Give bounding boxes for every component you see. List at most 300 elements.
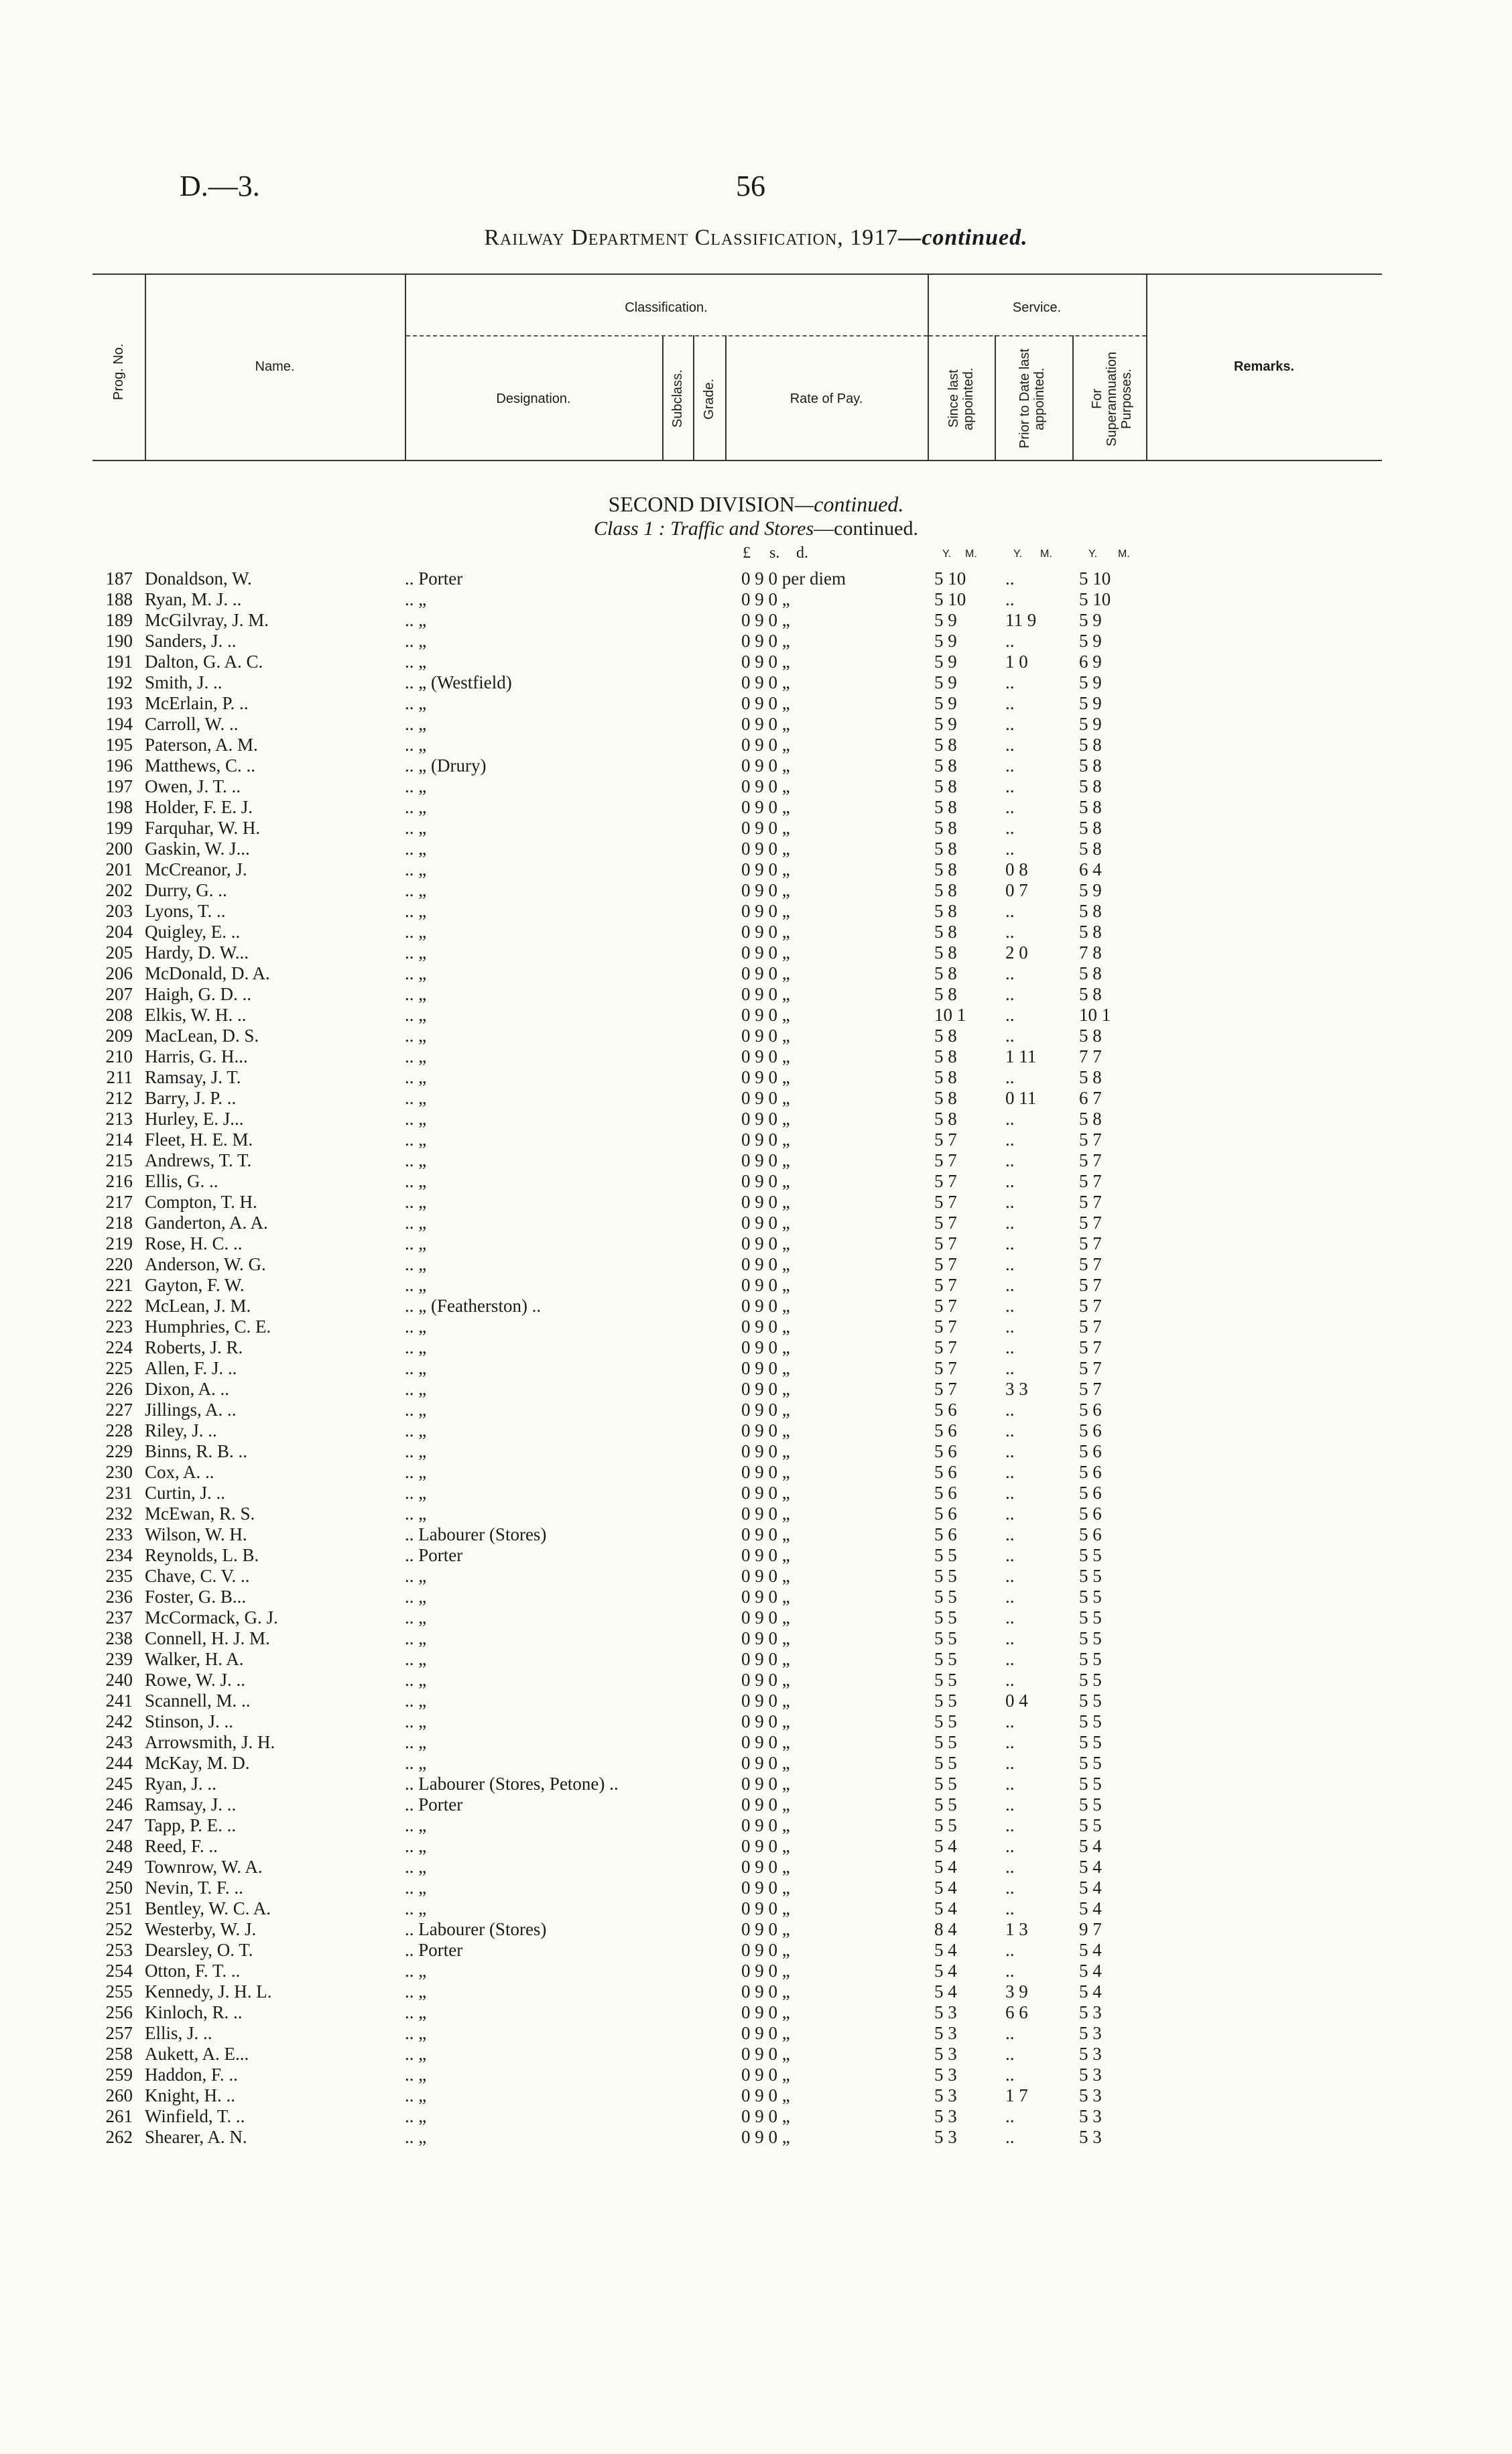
prog-no-cell: 204 (105, 922, 133, 942)
since-last-cell: 5 4 (934, 1961, 957, 1981)
designation-cell: .. Porter (405, 568, 463, 589)
rate-of-pay-cell: 0 9 0 „ (741, 1233, 790, 1253)
superannuation-cell: 5 5 (1079, 1732, 1102, 1752)
since-last-cell: 5 8 (934, 735, 957, 755)
prog-no-cell: 188 (105, 589, 133, 609)
since-last-cell: 5 7 (934, 1275, 957, 1295)
since-last-cell: 5 8 (934, 922, 957, 942)
designation-cell: .. „ (405, 1441, 427, 1461)
name-cell: Cox, A. .. (145, 1462, 214, 1482)
prog-no-cell: 236 (105, 1587, 133, 1607)
superannuation-cell: 6 7 (1079, 1088, 1102, 1108)
unit-pence: d. (796, 544, 808, 562)
prog-no-cell: 193 (105, 693, 133, 713)
since-last-cell: 5 9 (934, 610, 957, 630)
rate-of-pay-cell: 0 9 0 „ (741, 1005, 790, 1025)
since-last-cell: 5 4 (934, 1940, 957, 1960)
prog-no-cell: 222 (105, 1296, 133, 1316)
prior-to-date-cell: 1 7 (1005, 2085, 1028, 2105)
superannuation-cell: 5 6 (1079, 1420, 1102, 1440)
prior-to-date-cell: 1 0 (1005, 652, 1028, 672)
prior-to-date-cell: .. (1005, 839, 1015, 859)
since-last-cell: 5 7 (934, 1379, 957, 1399)
designation-cell: .. „ (405, 1649, 427, 1669)
rate-of-pay-cell: 0 9 0 „ (741, 1192, 790, 1212)
prior-to-date-cell: .. (1005, 1254, 1015, 1274)
name-cell: Curtin, J. .. (145, 1483, 226, 1503)
prog-no-cell: 210 (105, 1046, 133, 1066)
rate-of-pay-cell: 0 9 0 „ (741, 1109, 790, 1129)
prog-no-cell: 251 (105, 1898, 133, 1918)
superannuation-cell: 5 6 (1079, 1400, 1102, 1420)
since-last-cell: 5 4 (934, 1898, 957, 1918)
since-last-cell: 5 8 (934, 963, 957, 983)
designation-cell: .. „ (405, 610, 427, 630)
superannuation-cell: 5 8 (1079, 776, 1102, 796)
since-last-cell: 5 7 (934, 1233, 957, 1253)
superannuation-cell: 5 7 (1079, 1254, 1102, 1274)
superannuation-cell: 5 7 (1079, 1150, 1102, 1170)
name-cell: Farquhar, W. H. (145, 818, 261, 838)
table-row (0, 1691, 1512, 1711)
prior-to-date-cell: .. (1005, 1213, 1015, 1233)
name-cell: Gayton, F. W. (145, 1275, 245, 1295)
unit-years: Y. (1088, 548, 1098, 560)
prog-no-cell: 200 (105, 839, 133, 859)
designation-header: Designation. (496, 391, 571, 406)
designation-cell: .. „ (405, 1670, 427, 1690)
prior-to-date-cell: .. (1005, 2106, 1015, 2126)
class-prefix: Class 1 : (594, 517, 666, 540)
superannuation-cell: 5 10 (1079, 568, 1111, 589)
table-row (0, 984, 1512, 1005)
superannuation-cell: 5 9 (1079, 672, 1102, 692)
table-row (0, 1940, 1512, 1961)
name-cell: Harris, G. H... (145, 1046, 248, 1066)
name-cell: Quigley, E. .. (145, 922, 241, 942)
col-divider (693, 335, 694, 461)
rate-of-pay-cell: 0 9 0 „ (741, 1836, 790, 1856)
since-last-cell: 5 6 (934, 1441, 957, 1461)
prog-no-cell: 243 (105, 1732, 133, 1752)
prior-to-date-cell: 6 6 (1005, 2002, 1028, 2022)
prior-to-date-cell: .. (1005, 1711, 1015, 1731)
designation-cell: .. „ (405, 1691, 427, 1711)
superannuation-cell: 5 5 (1079, 1753, 1102, 1773)
superannuation-cell: 7 8 (1079, 942, 1102, 963)
designation-cell: .. „ (405, 1857, 427, 1877)
col-divider (662, 335, 664, 461)
prog-no-cell: 262 (105, 2127, 133, 2147)
prog-no-cell: 255 (105, 1981, 133, 2002)
name-cell: Fleet, H. E. M. (145, 1129, 253, 1150)
table-row (0, 2065, 1512, 2085)
prior-to-date-cell: .. (1005, 922, 1015, 942)
table-row (0, 2106, 1512, 2127)
superannuation-cell: 5 8 (1079, 818, 1102, 838)
name-cell: Ramsay, J. T. (145, 1067, 241, 1087)
superannuation-cell: 5 8 (1079, 984, 1102, 1004)
table-row (0, 1732, 1512, 1753)
prog-no-cell: 231 (105, 1483, 133, 1503)
prior-to-date-cell: .. (1005, 2065, 1015, 2085)
superannuation-cell: 5 8 (1079, 922, 1102, 942)
name-cell: MacLean, D. S. (145, 1026, 259, 1046)
rate-of-pay-cell: 0 9 0 „ (741, 1961, 790, 1981)
prog-no-cell: 219 (105, 1233, 133, 1253)
since-last-cell: 5 9 (934, 693, 957, 713)
name-cell: Nevin, T. F. .. (145, 1878, 243, 1898)
superannuation-cell: 6 9 (1079, 652, 1102, 672)
table-row (0, 2002, 1512, 2023)
since-last-cell: 5 8 (934, 1046, 957, 1066)
rate-of-pay-header: Rate of Pay. (790, 391, 863, 406)
superannuation-cell: 5 7 (1079, 1233, 1102, 1253)
prog-no-cell: 218 (105, 1213, 133, 1233)
superannuation-cell: 10 1 (1079, 1005, 1111, 1025)
table-row (0, 1109, 1512, 1129)
prog-no-cell: 190 (105, 631, 133, 651)
rate-of-pay-cell: 0 9 0 „ (741, 1379, 790, 1399)
rate-of-pay-cell: 0 9 0 „ (741, 776, 790, 796)
prior-to-date-cell: .. (1005, 1026, 1015, 1046)
table-row (0, 1711, 1512, 1732)
name-cell: Connell, H. J. M. (145, 1628, 270, 1648)
prior-to-date-cell: .. (1005, 1940, 1015, 1960)
prog-no-cell: 209 (105, 1026, 133, 1046)
superannuation-cell: 5 3 (1079, 2106, 1102, 2126)
prog-no-cell: 191 (105, 652, 133, 672)
prior-to-date-cell: .. (1005, 2023, 1015, 2043)
since-last-cell: 5 7 (934, 1296, 957, 1316)
designation-cell: .. „ (405, 818, 427, 838)
designation-cell: .. Labourer (Stores) (405, 1524, 547, 1544)
table-row (0, 1254, 1512, 1275)
designation-cell: .. „ (405, 1275, 427, 1295)
prog-no-cell: 257 (105, 2023, 133, 2043)
superannuation-cell: 5 4 (1079, 1878, 1102, 1898)
remarks-header: Remarks. (1233, 359, 1295, 374)
rate-of-pay-cell: 0 9 0 „ (741, 1171, 790, 1191)
prior-to-date-cell: 3 3 (1005, 1379, 1028, 1399)
superannuation-cell: 5 4 (1079, 1981, 1102, 2002)
since-last-cell: 5 5 (934, 1815, 957, 1835)
name-cell: Elkis, W. H. .. (145, 1005, 247, 1025)
prog-no-cell: 227 (105, 1400, 133, 1420)
since-last-cell: 5 3 (934, 2106, 957, 2126)
since-last-cell: 5 8 (934, 1109, 957, 1129)
since-last-cell: 5 8 (934, 839, 957, 859)
prior-to-date-cell: .. (1005, 672, 1015, 692)
unit-years: Y. (1013, 548, 1023, 560)
table-row (0, 1420, 1512, 1441)
name-cell: Shearer, A. N. (145, 2127, 247, 2147)
prog-no-cell: 259 (105, 2065, 133, 2085)
superannuation-cell: 5 7 (1079, 1192, 1102, 1212)
table-row (0, 1981, 1512, 2002)
since-last-cell: 5 5 (934, 1753, 957, 1773)
service-header: Service. (1012, 300, 1062, 315)
table-row (0, 1670, 1512, 1691)
rate-of-pay-cell: 0 9 0 „ (741, 1504, 790, 1524)
name-cell: Humphries, C. E. (145, 1316, 271, 1337)
superannuation-cell: 5 7 (1079, 1296, 1102, 1316)
prog-no-cell: 189 (105, 610, 133, 630)
name-cell: Winfield, T. .. (145, 2106, 245, 2126)
name-cell: Matthews, C. .. (145, 755, 255, 776)
prior-to-date-cell: .. (1005, 818, 1015, 838)
table-row (0, 1587, 1512, 1607)
prior-to-date-cell: .. (1005, 693, 1015, 713)
designation-cell: .. „ (405, 1171, 427, 1191)
name-cell: Haigh, G. D. .. (145, 984, 251, 1004)
classification-header: Classification. (625, 300, 708, 315)
prior-to-date-cell: 1 11 (1005, 1046, 1037, 1066)
designation-cell: .. „ (405, 1254, 427, 1274)
since-last-cell: 5 5 (934, 1607, 957, 1628)
prior-to-date-cell: .. (1005, 797, 1015, 817)
prog-no-cell: 258 (105, 2044, 133, 2064)
table-row (0, 1857, 1512, 1878)
designation-cell: .. Porter (405, 1794, 463, 1815)
designation-cell: .. „ (405, 1150, 427, 1170)
superannuation-cell: 7 7 (1079, 1046, 1102, 1066)
since-last-cell: 5 5 (934, 1670, 957, 1690)
designation-cell: .. „ (405, 1129, 427, 1150)
prior-to-date-cell: .. (1005, 1607, 1015, 1628)
prior-to-date-cell: .. (1005, 1129, 1015, 1150)
prior-to-date-cell: .. (1005, 1109, 1015, 1129)
table-row (0, 1337, 1512, 1358)
table-row (0, 1961, 1512, 1981)
prog-no-cell: 238 (105, 1628, 133, 1648)
name-cell: Dearsley, O. T. (145, 1940, 253, 1960)
rate-of-pay-cell: 0 9 0 „ (741, 1628, 790, 1648)
prior-to-date-cell: .. (1005, 1753, 1015, 1773)
name-cell: Rose, H. C. .. (145, 1233, 243, 1253)
rate-of-pay-cell: 0 9 0 „ (741, 1815, 790, 1835)
superannuation-cell: 5 8 (1079, 797, 1102, 817)
since-last-cell: 5 5 (934, 1628, 957, 1648)
designation-cell: .. „ (Drury) (405, 755, 487, 776)
since-last-cell: 5 7 (934, 1337, 957, 1357)
table-row (0, 610, 1512, 631)
name-cell: Paterson, A. M. (145, 735, 258, 755)
designation-cell: .. „ (405, 2002, 427, 2022)
rate-of-pay-cell: 0 9 0 „ (741, 589, 790, 609)
designation-cell: .. Porter (405, 1545, 463, 1565)
rate-of-pay-cell: 0 9 0 „ (741, 693, 790, 713)
since-last-cell: 5 5 (934, 1566, 957, 1586)
rate-of-pay-cell: 0 9 0 „ (741, 1088, 790, 1108)
prior-to-date-cell: .. (1005, 1483, 1015, 1503)
name-cell: McEwan, R. S. (145, 1504, 255, 1524)
prog-no-cell: 217 (105, 1192, 133, 1212)
prog-no-cell: 220 (105, 1254, 133, 1274)
table-row (0, 2127, 1512, 2148)
table-row (0, 1836, 1512, 1857)
superannuation-cell: 5 4 (1079, 1940, 1102, 1960)
since-last-cell: 5 6 (934, 1504, 957, 1524)
prog-no-cell: 234 (105, 1545, 133, 1565)
rate-of-pay-cell: 0 9 0 „ (741, 2085, 790, 2105)
table-row (0, 1815, 1512, 1836)
section-title-main: SECOND DIVISION (608, 492, 795, 516)
designation-cell: .. „ (405, 714, 427, 734)
rate-of-pay-cell: 0 9 0 „ (741, 880, 790, 900)
rate-of-pay-cell: 0 9 0 „ (741, 1691, 790, 1711)
table-row (0, 1607, 1512, 1628)
prior-to-date-cell: .. (1005, 1067, 1015, 1087)
designation-cell: .. „ (405, 1628, 427, 1648)
designation-cell: .. „ (405, 1898, 427, 1918)
table-row (0, 568, 1512, 589)
prior-to-date-cell: .. (1005, 1337, 1015, 1357)
name-cell: Donaldson, W. (145, 568, 252, 589)
since-last-cell: 5 8 (934, 942, 957, 963)
rate-of-pay-cell: 0 9 0 „ (741, 1774, 790, 1794)
since-last-cell: 5 6 (934, 1400, 957, 1420)
designation-cell: .. „ (405, 1815, 427, 1835)
table-row (0, 963, 1512, 984)
table-row (0, 714, 1512, 735)
prior-to-date-cell: .. (1005, 1732, 1015, 1752)
prior-to-date-cell: .. (1005, 1857, 1015, 1877)
superannuation-cell: 5 5 (1079, 1815, 1102, 1835)
prog-no-cell: 247 (105, 1815, 133, 1835)
table-row (0, 1628, 1512, 1649)
since-last-cell: 5 8 (934, 901, 957, 921)
table-row (0, 672, 1512, 693)
designation-cell: .. „ (405, 942, 427, 963)
rate-of-pay-cell: 0 9 0 „ (741, 984, 790, 1004)
superannuation-cell: 5 8 (1079, 839, 1102, 859)
page-title-main: Railway Department Classification, 1917 (484, 225, 899, 250)
table-row (0, 631, 1512, 652)
prior-to-date-cell: .. (1005, 714, 1015, 734)
since-last-cell: 5 7 (934, 1171, 957, 1191)
superannuation-cell: 5 7 (1079, 1337, 1102, 1357)
designation-cell: .. „ (405, 859, 427, 879)
name-cell: McDonald, D. A. (145, 963, 270, 983)
superannuation-cell: 5 10 (1079, 589, 1111, 609)
prog-no-cell: 203 (105, 901, 133, 921)
prog-no-cell: 192 (105, 672, 133, 692)
superannuation-cell: 5 5 (1079, 1649, 1102, 1669)
unit-pounds: £ (743, 544, 751, 562)
prior-to-date-cell: .. (1005, 1794, 1015, 1815)
designation-cell: .. „ (405, 797, 427, 817)
rate-of-pay-cell: 0 9 0 „ (741, 1046, 790, 1066)
superannuation-cell: 5 7 (1079, 1379, 1102, 1399)
name-cell: Haddon, F. .. (145, 2065, 238, 2085)
designation-cell: .. „ (405, 1836, 427, 1856)
table-row (0, 1462, 1512, 1483)
designation-cell: .. „ (405, 1483, 427, 1503)
superannuation-cell: 5 7 (1079, 1171, 1102, 1191)
superannuation-cell: 5 9 (1079, 693, 1102, 713)
rate-of-pay-cell: 0 9 0 „ (741, 2127, 790, 2147)
since-last-cell: 5 8 (934, 776, 957, 796)
since-last-cell: 5 6 (934, 1462, 957, 1482)
table-row (0, 2023, 1512, 2044)
table-row (0, 922, 1512, 942)
prog-no-cell: 195 (105, 735, 133, 755)
superannuation-cell: 5 5 (1079, 1607, 1102, 1628)
page-number: 56 (736, 170, 765, 202)
since-last-cell: 5 4 (934, 1836, 957, 1856)
table-row (0, 1005, 1512, 1026)
superannuation-cell: 5 8 (1079, 1067, 1102, 1087)
rate-of-pay-cell: 0 9 0 „ (741, 797, 790, 817)
col-divider (995, 335, 996, 461)
since-last-cell: 5 6 (934, 1420, 957, 1440)
prog-no-cell: 245 (105, 1774, 133, 1794)
table-row (0, 1774, 1512, 1794)
prior-to-date-cell: .. (1005, 755, 1015, 776)
since-last-cell: 5 10 (934, 589, 966, 609)
table-row (0, 693, 1512, 714)
prior-to-date-cell: .. (1005, 1171, 1015, 1191)
since-last-cell: 5 8 (934, 1088, 957, 1108)
table-row (0, 1067, 1512, 1088)
prog-no-cell: 239 (105, 1649, 133, 1669)
rate-of-pay-cell: 0 9 0 „ (741, 2002, 790, 2022)
table-row (0, 1649, 1512, 1670)
designation-cell: .. „ (405, 1462, 427, 1482)
designation-cell: .. „ (405, 1109, 427, 1129)
rate-of-pay-cell: 0 9 0 „ (741, 610, 790, 630)
rate-of-pay-cell: 0 9 0 „ (741, 1649, 790, 1669)
table-row (0, 818, 1512, 839)
table-row (0, 797, 1512, 818)
rate-of-pay-cell: 0 9 0 „ (741, 1794, 790, 1815)
name-cell: Binns, R. B. .. (145, 1441, 248, 1461)
prior-to-date-cell: .. (1005, 1670, 1015, 1690)
prior-to-date-cell: .. (1005, 1961, 1015, 1981)
prior-to-date-cell: .. (1005, 1836, 1015, 1856)
subclass-header: Subclass. (670, 369, 685, 428)
designation-cell: .. „ (405, 631, 427, 651)
prior-to-date-cell: .. (1005, 1275, 1015, 1295)
table-row (0, 1192, 1512, 1213)
prior-to-date-cell: .. (1005, 1774, 1015, 1794)
prior-to-date-cell: 0 4 (1005, 1691, 1028, 1711)
designation-cell: .. „ (405, 963, 427, 983)
table-row (0, 776, 1512, 797)
rate-of-pay-cell: 0 9 0 „ (741, 1150, 790, 1170)
prior-to-date-cell: .. (1005, 1150, 1015, 1170)
table-row (0, 1129, 1512, 1150)
superannuation-cell: 5 8 (1079, 901, 1102, 921)
name-cell: Ellis, G. .. (145, 1171, 218, 1191)
superannuation-cell: 5 7 (1079, 1316, 1102, 1337)
designation-cell: .. „ (405, 1753, 427, 1773)
name-cell: Smith, J. .. (145, 672, 223, 692)
since-last-cell: 5 3 (934, 2065, 957, 2085)
prog-no-cell: 229 (105, 1441, 133, 1461)
superannuation-cell: 5 7 (1079, 1275, 1102, 1295)
class-name: Traffic and Stores (670, 517, 814, 540)
since-last-cell: 5 5 (934, 1794, 957, 1815)
prog-no-cell: 241 (105, 1691, 133, 1711)
superannuation-cell: 5 5 (1079, 1670, 1102, 1690)
designation-cell: .. „ (Featherston) .. (405, 1296, 542, 1316)
prog-no-header: Prog. No. (111, 343, 126, 401)
name-cell: Owen, J. T. .. (145, 776, 241, 796)
superannuation-cell: 5 9 (1079, 610, 1102, 630)
name-cell: McErlain, P. .. (145, 693, 249, 713)
